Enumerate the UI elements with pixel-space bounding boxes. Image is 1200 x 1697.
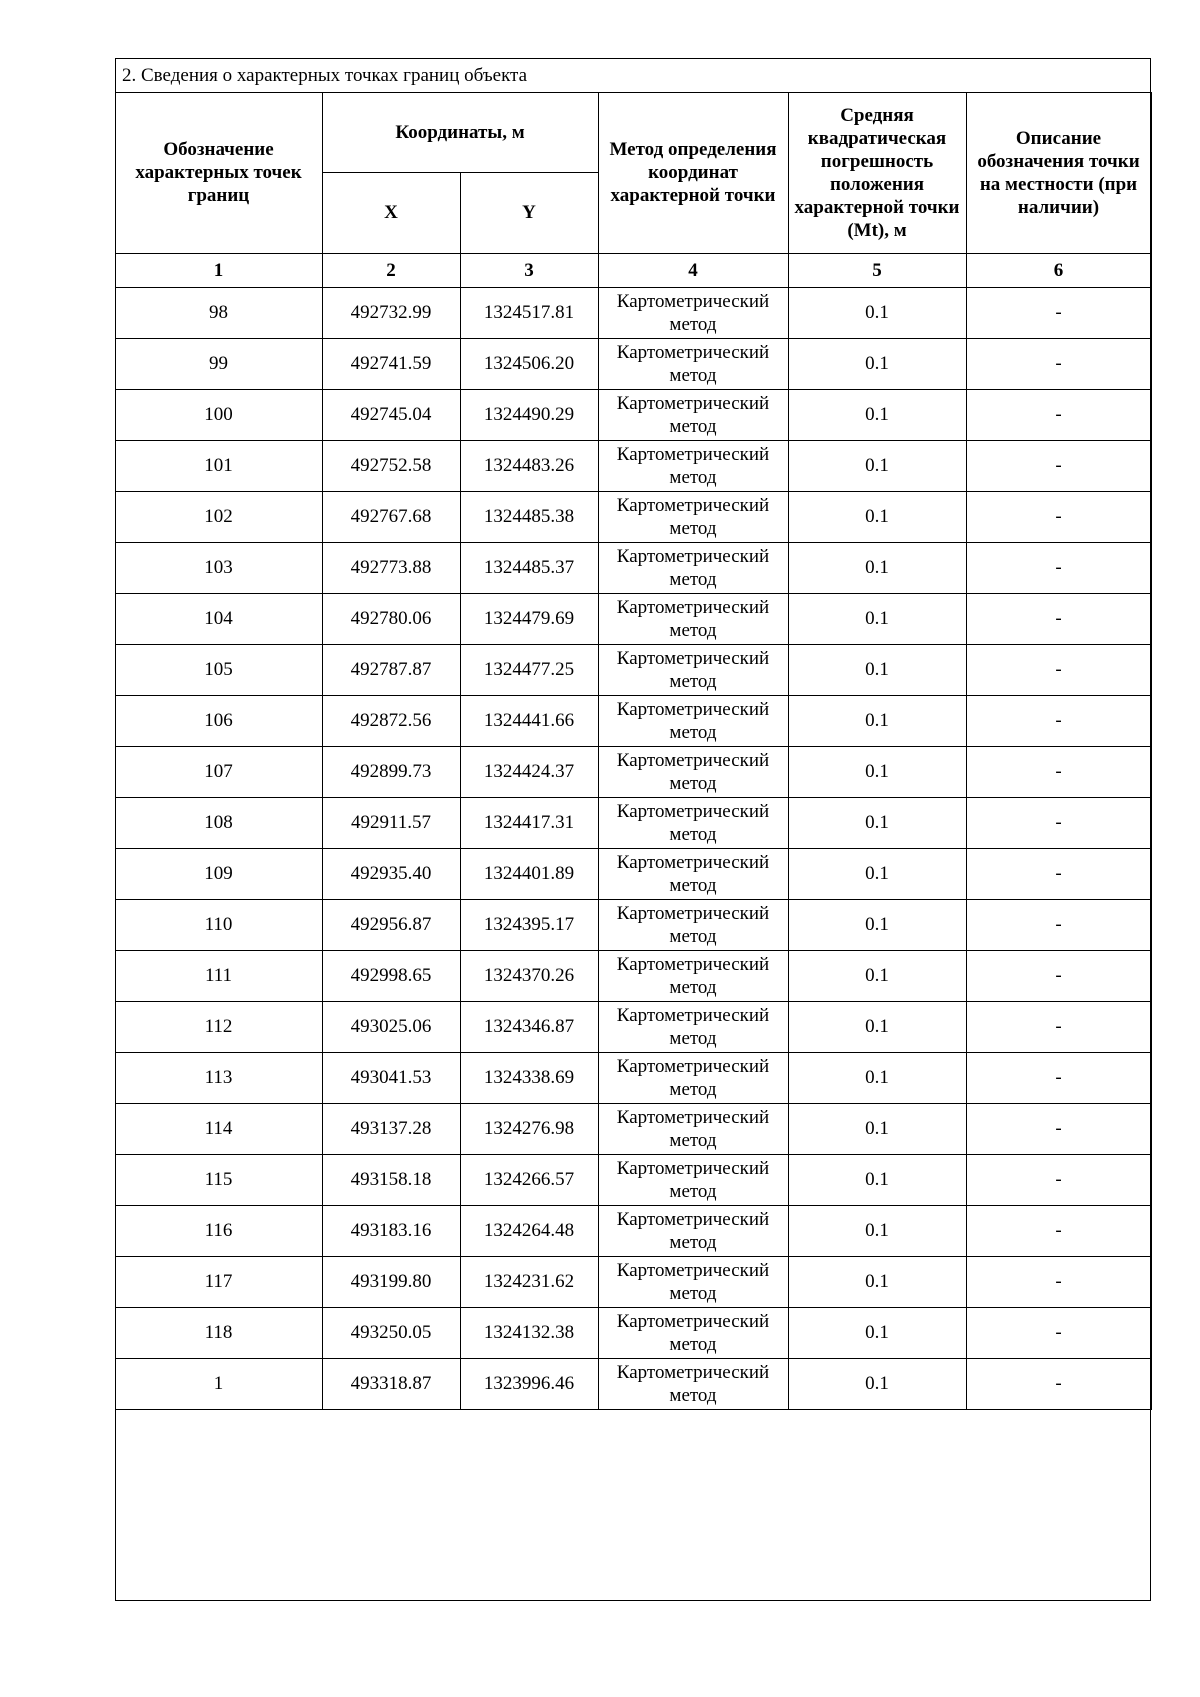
y-coordinate-cell: 1324477.25 (460, 644, 598, 695)
y-coordinate-cell: 1324483.26 (460, 440, 598, 491)
point-cell: 108 (115, 797, 322, 848)
table-row (115, 899, 1151, 950)
description-cell: - (966, 950, 1151, 1001)
method-cell: Картометрический метод (598, 1256, 788, 1307)
document-frame (115, 58, 1151, 1601)
x-coordinate-cell: 492773.88 (322, 542, 460, 593)
x-coordinate-cell: 492745.04 (322, 389, 460, 440)
x-coordinate-cell: 492780.06 (322, 593, 460, 644)
header-error: Средняя квадратическая погрешность положения характерной точки (Mt), м (788, 92, 966, 253)
error-cell: 0.1 (788, 1205, 966, 1256)
table-row (115, 1358, 1151, 1409)
column-number: 3 (460, 253, 598, 287)
y-coordinate-cell: 1324401.89 (460, 848, 598, 899)
x-coordinate-cell: 493250.05 (322, 1307, 460, 1358)
x-coordinate-cell: 493041.53 (322, 1052, 460, 1103)
y-coordinate-cell: 1324424.37 (460, 746, 598, 797)
description-cell: - (966, 1307, 1151, 1358)
description-cell: - (966, 746, 1151, 797)
column-number: 6 (966, 253, 1151, 287)
description-cell: - (966, 1052, 1151, 1103)
method-cell: Картометрический метод (598, 746, 788, 797)
point-cell: 113 (115, 1052, 322, 1103)
x-coordinate-cell: 492899.73 (322, 746, 460, 797)
y-coordinate-cell: 1324490.29 (460, 389, 598, 440)
x-coordinate-cell: 492956.87 (322, 899, 460, 950)
point-cell: 103 (115, 542, 322, 593)
table-row (115, 491, 1151, 542)
method-cell: Картометрический метод (598, 695, 788, 746)
table-row (115, 746, 1151, 797)
error-cell: 0.1 (788, 593, 966, 644)
y-coordinate-cell: 1324266.57 (460, 1154, 598, 1205)
error-cell: 0.1 (788, 1103, 966, 1154)
method-cell: Картометрический метод (598, 542, 788, 593)
description-cell: - (966, 1154, 1151, 1205)
description-cell: - (966, 593, 1151, 644)
header-method: Метод определения координат характерной точки (598, 92, 788, 253)
x-coordinate-cell: 492787.87 (322, 644, 460, 695)
x-coordinate-cell: 492732.99 (322, 287, 460, 338)
table-row (115, 542, 1151, 593)
error-cell: 0.1 (788, 491, 966, 542)
table-row (115, 1256, 1151, 1307)
point-cell: 100 (115, 389, 322, 440)
error-cell: 0.1 (788, 389, 966, 440)
header-point-label: Обозначение характерных точек границ (115, 92, 322, 253)
table-row (115, 848, 1151, 899)
method-cell: Картометрический метод (598, 389, 788, 440)
point-cell: 104 (115, 593, 322, 644)
method-cell: Картометрический метод (598, 899, 788, 950)
point-cell: 112 (115, 1001, 322, 1052)
description-cell: - (966, 1358, 1151, 1409)
error-cell: 0.1 (788, 644, 966, 695)
point-cell: 99 (115, 338, 322, 389)
method-cell: Картометрический метод (598, 1205, 788, 1256)
table-row (115, 338, 1151, 389)
table-row (115, 1307, 1151, 1358)
method-cell: Картометрический метод (598, 950, 788, 1001)
x-coordinate-cell: 492911.57 (322, 797, 460, 848)
error-cell: 0.1 (788, 1256, 966, 1307)
error-cell: 0.1 (788, 746, 966, 797)
column-number: 4 (598, 253, 788, 287)
y-coordinate-cell: 1324485.37 (460, 542, 598, 593)
method-cell: Картометрический метод (598, 644, 788, 695)
x-coordinate-cell: 493158.18 (322, 1154, 460, 1205)
column-number: 2 (322, 253, 460, 287)
y-coordinate-cell: 1324517.81 (460, 287, 598, 338)
section-title: 2. Сведения о характерных точках границ объекта (116, 59, 1150, 93)
description-cell: - (966, 1103, 1151, 1154)
point-cell: 110 (115, 899, 322, 950)
error-cell: 0.1 (788, 695, 966, 746)
table-row (115, 1001, 1151, 1052)
table-row (115, 1103, 1151, 1154)
error-cell: 0.1 (788, 1001, 966, 1052)
description-cell: - (966, 389, 1151, 440)
description-cell: - (966, 440, 1151, 491)
y-coordinate-cell: 1324441.66 (460, 695, 598, 746)
point-cell: 102 (115, 491, 322, 542)
point-cell: 116 (115, 1205, 322, 1256)
description-cell: - (966, 338, 1151, 389)
error-cell: 0.1 (788, 1052, 966, 1103)
point-cell: 115 (115, 1154, 322, 1205)
x-coordinate-cell: 492998.65 (322, 950, 460, 1001)
error-cell: 0.1 (788, 287, 966, 338)
point-cell: 1 (115, 1358, 322, 1409)
table-row (115, 389, 1151, 440)
description-cell: - (966, 1205, 1151, 1256)
y-coordinate-cell: 1323996.46 (460, 1358, 598, 1409)
description-cell: - (966, 1256, 1151, 1307)
x-coordinate-cell: 493137.28 (322, 1103, 460, 1154)
description-cell: - (966, 542, 1151, 593)
error-cell: 0.1 (788, 1154, 966, 1205)
method-cell: Картометрический метод (598, 440, 788, 491)
y-coordinate-cell: 1324132.38 (460, 1307, 598, 1358)
y-coordinate-cell: 1324417.31 (460, 797, 598, 848)
y-coordinate-cell: 1324479.69 (460, 593, 598, 644)
point-cell: 114 (115, 1103, 322, 1154)
point-cell: 98 (115, 287, 322, 338)
column-number-row (115, 253, 1151, 287)
table-row (115, 1205, 1151, 1256)
table-row (115, 287, 1151, 338)
error-cell: 0.1 (788, 797, 966, 848)
y-coordinate-cell: 1324370.26 (460, 950, 598, 1001)
description-cell: - (966, 491, 1151, 542)
method-cell: Картометрический метод (598, 287, 788, 338)
x-coordinate-cell: 493183.16 (322, 1205, 460, 1256)
table-row (115, 593, 1151, 644)
table-row (115, 797, 1151, 848)
error-cell: 0.1 (788, 848, 966, 899)
x-coordinate-cell: 492767.68 (322, 491, 460, 542)
y-coordinate-cell: 1324276.98 (460, 1103, 598, 1154)
point-cell: 111 (115, 950, 322, 1001)
description-cell: - (966, 1001, 1151, 1052)
point-cell: 101 (115, 440, 322, 491)
point-cell: 105 (115, 644, 322, 695)
error-cell: 0.1 (788, 1307, 966, 1358)
description-cell: - (966, 848, 1151, 899)
method-cell: Картометрический метод (598, 1052, 788, 1103)
method-cell: Картометрический метод (598, 1154, 788, 1205)
error-cell: 0.1 (788, 899, 966, 950)
method-cell: Картометрический метод (598, 797, 788, 848)
x-coordinate-cell: 493318.87 (322, 1358, 460, 1409)
description-cell: - (966, 899, 1151, 950)
y-coordinate-cell: 1324231.62 (460, 1256, 598, 1307)
boundary-points-table (115, 92, 1152, 1410)
y-coordinate-cell: 1324395.17 (460, 899, 598, 950)
method-cell: Картометрический метод (598, 1001, 788, 1052)
table-row (115, 1154, 1151, 1205)
method-cell: Картометрический метод (598, 338, 788, 389)
x-coordinate-cell: 493025.06 (322, 1001, 460, 1052)
x-coordinate-cell: 493199.80 (322, 1256, 460, 1307)
method-cell: Картометрический метод (598, 1103, 788, 1154)
method-cell: Картометрический метод (598, 1307, 788, 1358)
y-coordinate-cell: 1324264.48 (460, 1205, 598, 1256)
point-cell: 118 (115, 1307, 322, 1358)
point-cell: 117 (115, 1256, 322, 1307)
x-coordinate-cell: 492752.58 (322, 440, 460, 491)
header-y: Y (460, 172, 598, 253)
y-coordinate-cell: 1324485.38 (460, 491, 598, 542)
table-row (115, 695, 1151, 746)
method-cell: Картометрический метод (598, 1358, 788, 1409)
header-description: Описание обозначения точки на местности (при наличии) (966, 92, 1151, 253)
column-number: 1 (115, 253, 322, 287)
method-cell: Картометрический метод (598, 593, 788, 644)
point-cell: 107 (115, 746, 322, 797)
table-row (115, 440, 1151, 491)
error-cell: 0.1 (788, 950, 966, 1001)
description-cell: - (966, 797, 1151, 848)
method-cell: Картометрический метод (598, 848, 788, 899)
error-cell: 0.1 (788, 1358, 966, 1409)
description-cell: - (966, 287, 1151, 338)
table-row (115, 644, 1151, 695)
description-cell: - (966, 695, 1151, 746)
y-coordinate-cell: 1324506.20 (460, 338, 598, 389)
method-cell: Картометрический метод (598, 491, 788, 542)
error-cell: 0.1 (788, 542, 966, 593)
table-body (115, 287, 1151, 1409)
column-number: 5 (788, 253, 966, 287)
table-row (115, 1052, 1151, 1103)
x-coordinate-cell: 492741.59 (322, 338, 460, 389)
y-coordinate-cell: 1324346.87 (460, 1001, 598, 1052)
x-coordinate-cell: 492872.56 (322, 695, 460, 746)
table-row (115, 950, 1151, 1001)
error-cell: 0.1 (788, 440, 966, 491)
point-cell: 106 (115, 695, 322, 746)
point-cell: 109 (115, 848, 322, 899)
x-coordinate-cell: 492935.40 (322, 848, 460, 899)
description-cell: - (966, 644, 1151, 695)
error-cell: 0.1 (788, 338, 966, 389)
y-coordinate-cell: 1324338.69 (460, 1052, 598, 1103)
header-x: X (322, 172, 460, 253)
header-coordinates: Координаты, м (322, 92, 598, 172)
